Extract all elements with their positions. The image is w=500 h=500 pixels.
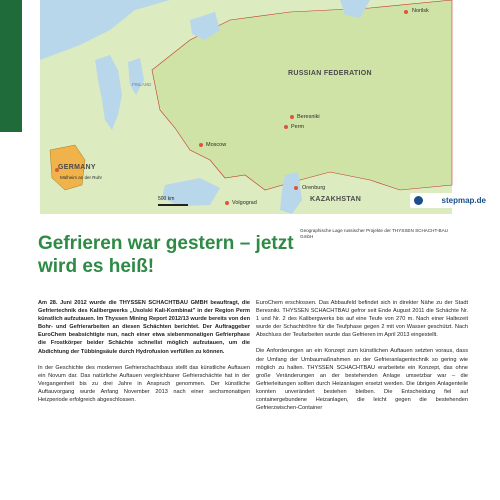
stepmap-logo-icon — [414, 196, 423, 205]
map-graphic — [40, 0, 452, 214]
label-beresniki: Beresniki — [297, 114, 320, 120]
label-orenburg: Orenburg — [302, 185, 326, 191]
map-caption: Geographische Lage russischer Projekte der THYSSEN SCHACHT-BAU GmbH — [300, 228, 448, 239]
scale-bar — [158, 204, 188, 206]
label-perm: Perm — [291, 124, 305, 130]
label-russia: RUSSIAN FEDERATION — [288, 70, 372, 77]
label-germany: GERMANY — [58, 164, 96, 171]
body-paragraph: Die Anforderungen an ein Konzept zum künstlichen Auftauen setzten voraus, dass der Umfang der Umbaumaßnahmen an der Gefrieranlagentechnik so gering wie möglich zu halten. THYSSEN SCHACHTBAU erarbeitete ein Konzept, das ohne große Veränderungen an der bestehenden Anlage umsetzbar war – die Gefrierleitungen sollten durch Heizanlagen ersetzt werden. Die übrigen Anlagenteile konnten unverändert bestehen bleiben. Die Entscheidung fiel auf containergebundene Heizanlagen, die leicht gegen die bestehenden Gefrierzwischen-Container — [256, 348, 468, 412]
marker-moscow — [199, 143, 203, 147]
marker-volgograd — [225, 201, 229, 205]
map-scale — [158, 196, 174, 202]
location-map — [40, 0, 486, 214]
lead-paragraph: Am 28. Juni 2012 wurde die THYSSEN SCHACHTBAU GMBH beauftragt, die Gefriertechnik des Kalibergwerks „Usolski Kali-Kombinat" in der Region Perm künstlich aufzutauen. Im Thyssen Mining Report 2012/13 wurde bereits von den Bohr- und Gefrierarbeiten an diesen Schächten berichtet. Der Auftraggeber EuroChem beabsichtigte nun, nach einer etwa siebenmonatigen Gefrierphase die Frostkörper beider Schächte schnellst möglich aufzutauen, um die Abdichtung der Tübbingsäule durch Hydrofusion verfüllen zu können. — [38, 300, 250, 355]
body-paragraph: In der Geschichte des modernen Gefrierschachtbaus stellt das künstliche Auftauen ein Novum dar. Das natürliche Auftauen vergleichbarer Gefrierschächte hat in der Vergangenheit bis zu drei Jahre in Anspruch genommen. Der künstliche Auftauvorgang wurde Anfang November 2013 nach einer sechsmonatigen Heizperiode erfolgreich abgeschlossen. — [38, 364, 250, 404]
body-paragraph: EuroChem erschlossen. Das Abbaufeld befindet sich in direkter Nähe zu der Stadt Beresniki. THYSSEN SCHACHTBAU gefror seit Ende August 2011 die Schächte Nr. 1 und Nr. 2 des Kalibergwerks bis auf eine Teufe von 270 m. Nach einer Haltezeit wurde der Schachtröhre für die Teufphase gegen 2 mit von Wasser geschützt. Nach Abschluss der Teufarbeiten wurde das Gefrieren im April 2013 eingestellt. — [256, 300, 468, 339]
stepmap-logo — [410, 193, 490, 208]
accent-bar — [0, 0, 22, 132]
label-volgograd: Volgograd — [232, 200, 257, 206]
marker-norilsk — [404, 10, 408, 14]
article-column-left — [38, 299, 250, 412]
label-norilsk: Norilsk — [412, 8, 429, 14]
marker-beresniki — [290, 115, 294, 119]
scale-label: 500 km — [158, 196, 175, 202]
article-headline: Gefrieren war gestern – jetzt wird es heiß! — [38, 233, 294, 277]
label-finland: FINLAND — [132, 82, 152, 87]
stepmap-logo-text: stepmap.de — [441, 196, 486, 205]
label-moscow: Moscow — [206, 142, 227, 148]
marker-orenburg — [294, 186, 298, 190]
article-column-right — [256, 299, 468, 420]
label-muelheim: Mülheim an der Ruhr — [60, 175, 103, 180]
marker-perm — [284, 125, 288, 129]
label-kazakhstan: KAZAKHSTAN — [310, 196, 362, 203]
